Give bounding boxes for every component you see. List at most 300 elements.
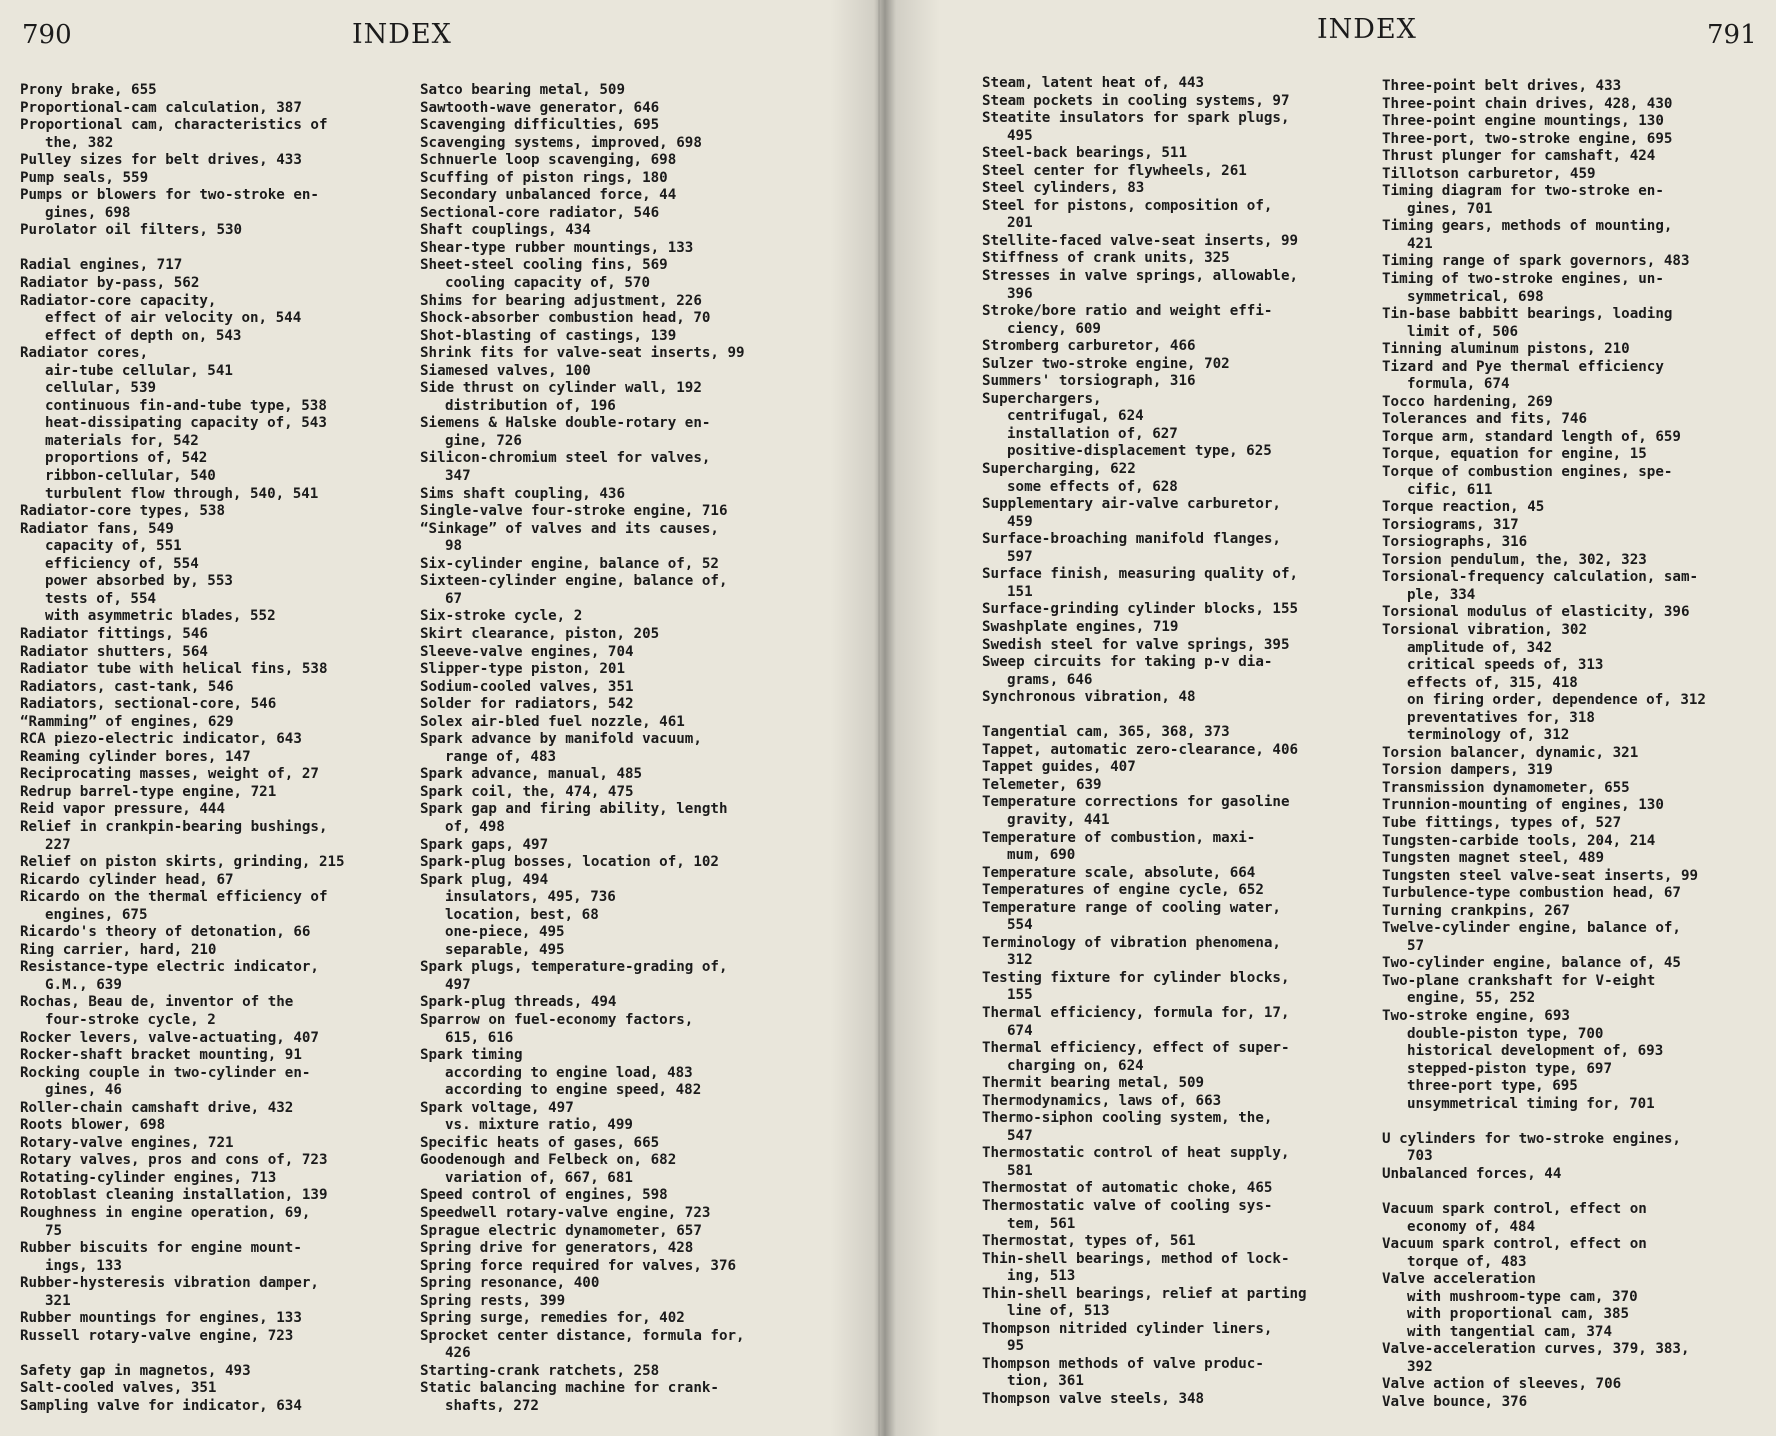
index-entry: Sheet-steel cooling fins, 569 <box>420 257 668 274</box>
index-entry: 615, 616 <box>445 1029 514 1046</box>
index-entry: separable, 495 <box>445 941 565 958</box>
index-entry: Sweep circuits for taking p-v dia- <box>982 654 1273 671</box>
index-entry: Sodium-cooled valves, 351 <box>420 678 634 695</box>
index-entry: Two-stroke engine, 693 <box>1382 1007 1570 1024</box>
index-entry: Spring resonance, 400 <box>420 1275 600 1292</box>
index-entry: Steam pockets in cooling systems, 97 <box>982 92 1290 109</box>
index-entry: Torque of combustion engines, spe- <box>1382 464 1673 481</box>
index-entry: Temperature of combustion, maxi- <box>982 829 1256 846</box>
index-entry: 426 <box>445 1345 471 1362</box>
index-entry: engine, 55, 252 <box>1407 990 1536 1007</box>
index-entry: Three-port, two-stroke engine, 695 <box>1382 130 1673 147</box>
index-entry: 98 <box>445 538 463 555</box>
index-entry: Static balancing machine for crank- <box>420 1380 719 1397</box>
index-entry: 703 <box>1407 1148 1433 1165</box>
index-entry: Scuffing of piston rings, 180 <box>420 169 668 186</box>
index-entry: Speedwell rotary-valve engine, 723 <box>420 1205 711 1221</box>
index-entry: Tolerances and fits, 746 <box>1382 411 1587 428</box>
index-entry: 396 <box>1007 285 1033 302</box>
index-entry: Satco bearing metal, 509 <box>420 82 625 98</box>
index-entry: Prony brake, 655 <box>20 82 157 98</box>
index-entry: Radiator by-pass, 562 <box>20 275 200 292</box>
index-entry: Radiator shutters, 564 <box>20 643 208 660</box>
index-entry: Radiator tube with helical fins, 538 <box>20 661 328 678</box>
index-entry: Siamesed valves, 100 <box>420 362 591 379</box>
index-entry: 597 <box>1007 548 1033 565</box>
index-entry: Rotoblast cleaning installation, 139 <box>20 1187 328 1204</box>
index-entry: Reciprocating masses, weight of, 27 <box>20 766 319 783</box>
index-entry: 67 <box>445 590 463 607</box>
index-entry: Steel center for flywheels, 261 <box>982 162 1247 179</box>
index-entry: gines, 698 <box>45 204 131 221</box>
index-entry: Superchargers, <box>982 390 1102 407</box>
index-entry: Timing range of spark governors, 483 <box>1382 253 1690 270</box>
index-entry: line of, 513 <box>1007 1303 1110 1320</box>
index-entry: Side thrust on cylinder wall, 192 <box>420 380 702 397</box>
index-entry: Steel-back bearings, 511 <box>982 145 1187 162</box>
index-entry: ing, 513 <box>1007 1268 1076 1285</box>
index-entry: Thermostat of automatic choke, 465 <box>982 1180 1273 1197</box>
index-entry: Thermostat, types of, 561 <box>982 1233 1196 1250</box>
index-entry: Thrust plunger for camshaft, 424 <box>1382 148 1656 165</box>
index-entry: Spark advance, manual, 485 <box>420 766 643 783</box>
index-entry: 201 <box>1007 215 1033 232</box>
index-entry: Spark voltage, 497 <box>420 1099 574 1116</box>
index-entry: Two-cylinder engine, balance of, 45 <box>1382 955 1681 972</box>
index-entry: Thompson methods of valve produc- <box>982 1355 1264 1372</box>
index-entry: Six-cylinder engine, balance of, 52 <box>420 555 719 572</box>
index-entry: with proportional cam, 385 <box>1407 1306 1630 1323</box>
index-entry: ple, 334 <box>1407 586 1476 603</box>
running-head: INDEX <box>352 19 452 50</box>
index-entry: Radiator cores, <box>20 345 149 362</box>
index-entry: limit of, 506 <box>1407 323 1519 340</box>
index-entry: Reid vapor pressure, 444 <box>20 801 225 818</box>
index-entry: Temperature scale, absolute, 664 <box>982 864 1256 881</box>
index-entry: 347 <box>445 468 471 485</box>
index-entry: Pumps or blowers for two-stroke en- <box>20 187 319 204</box>
index-entry: 674 <box>1007 1022 1033 1039</box>
index-entry: Synchronous vibration, 48 <box>982 689 1196 706</box>
index-entry: Turning crankpins, 267 <box>1382 902 1570 919</box>
index-entry: Torque reaction, 45 <box>1382 499 1545 516</box>
index-entry: Tizard and Pye thermal efficiency <box>1382 358 1664 375</box>
running-head: INDEX <box>1317 14 1417 45</box>
index-entry: 321 <box>45 1292 71 1309</box>
index-entry: Spark gap and firing ability, length <box>420 801 728 818</box>
page-number: 790 <box>22 20 72 50</box>
index-entry: Roots blower, 698 <box>20 1117 166 1134</box>
index-entry: Thermo-siphon cooling system, the, <box>982 1110 1273 1127</box>
index-entry: Safety gap in magnetos, 493 <box>20 1362 251 1379</box>
index-entry: Steam, latent heat of, 443 <box>982 75 1205 91</box>
index-entry: Slipper-type piston, 201 <box>420 661 625 678</box>
index-entry: engines, 675 <box>45 906 148 923</box>
index-entry: amplitude of, 342 <box>1407 639 1553 656</box>
index-entry: Silicon-chromium steel for valves, <box>420 450 711 467</box>
index-entry: Thin-shell bearings, relief at parting <box>982 1285 1307 1302</box>
index-entry: Spark-plug bosses, location of, 102 <box>420 854 719 871</box>
index-entry: Proportional cam, characteristics of <box>20 117 328 134</box>
index-entry: torque of, 483 <box>1407 1253 1527 1270</box>
index-entry: Skirt clearance, piston, 205 <box>420 625 660 642</box>
index-entry: Sulzer two-stroke engine, 702 <box>982 355 1230 372</box>
index-entry: Sectional-core radiator, 546 <box>420 204 660 221</box>
index-entry: Rocker levers, valve-actuating, 407 <box>20 1029 319 1046</box>
index-entry: Shrink fits for valve-seat inserts, 99 <box>420 345 745 362</box>
index-entry: continuous fin-and-tube type, 538 <box>45 397 327 414</box>
index-entry: Testing fixture for cylinder blocks, <box>982 969 1290 986</box>
index-entry: proportions of, 542 <box>45 450 208 467</box>
index-entry: Spark plugs, temperature-grading of, <box>420 959 728 976</box>
index-entry: Starting-crank ratchets, 258 <box>420 1362 660 1379</box>
index-entry: Thompson valve steels, 348 <box>982 1391 1205 1408</box>
index-entry: Three-point engine mountings, 130 <box>1382 113 1664 130</box>
index-entry: economy of, 484 <box>1407 1218 1536 1235</box>
index-entry: Rubber mountings for engines, 133 <box>20 1310 302 1327</box>
index-entry: Shaft couplings, 434 <box>420 222 591 239</box>
index-entry: Thermal efficiency, formula for, 17, <box>982 1004 1290 1021</box>
index-column <box>20 82 415 1416</box>
index-entry: Shot-blasting of castings, 139 <box>420 327 677 344</box>
index-entry: effect of depth on, 543 <box>45 327 242 344</box>
index-entry: power absorbed by, 553 <box>45 573 233 590</box>
page-number: 791 <box>1707 20 1757 50</box>
index-entry: capacity of, 551 <box>45 538 182 555</box>
index-entry: Thermostatic valve of cooling sys- <box>982 1198 1273 1214</box>
index-entry: Spring drive for generators, 428 <box>420 1240 694 1257</box>
index-entry: Reaming cylinder bores, 147 <box>20 748 251 765</box>
index-entry: 392 <box>1407 1358 1433 1375</box>
index-entry: Spark coil, the, 474, 475 <box>420 783 634 800</box>
index-entry: Sprague electric dynamometer, 657 <box>420 1222 702 1239</box>
index-entry: Thermodynamics, laws of, 663 <box>982 1092 1222 1109</box>
index-entry: historical development of, 693 <box>1407 1043 1664 1060</box>
index-entry: U cylinders for two-stroke engines, <box>1382 1130 1681 1147</box>
index-entry: Valve-acceleration curves, 379, 383, <box>1382 1341 1690 1358</box>
index-entry: “Ramming” of engines, 629 <box>20 713 234 730</box>
index-entry: Torsiographs, 316 <box>1382 534 1528 551</box>
index-entry: Temperature corrections for gasoline <box>982 794 1290 811</box>
index-entry: Torsional modulus of elasticity, 396 <box>1382 604 1690 621</box>
index-entry: Torsional-frequency calculation, sam- <box>1382 569 1699 586</box>
left-page <box>0 0 878 1436</box>
index-entry: insulators, 495, 736 <box>445 889 616 906</box>
index-entry: 581 <box>1007 1162 1033 1179</box>
index-entry: Swedish steel for valve springs, 395 <box>982 636 1290 653</box>
index-entry: shafts, 272 <box>445 1398 539 1415</box>
index-entry: Radiator-core types, 538 <box>20 503 225 520</box>
index-entry: Radial engines, 717 <box>20 257 183 274</box>
index-entry: according to engine speed, 482 <box>445 1082 702 1099</box>
index-entry: Shims for bearing adjustment, 226 <box>420 292 702 309</box>
index-entry: Valve acceleration <box>1382 1271 1536 1288</box>
index-entry: Goodenough and Felbeck on, 682 <box>420 1152 677 1169</box>
index-entry: Timing diagram for two-stroke en- <box>1382 183 1664 200</box>
index-entry: 459 <box>1007 513 1033 530</box>
index-entry: Three-point chain drives, 428, 430 <box>1382 95 1673 112</box>
index-entry: Two-plane crankshaft for V-eight <box>1382 972 1656 989</box>
index-entry: Spark gaps, 497 <box>420 836 549 853</box>
index-entry: Spark plug, 494 <box>420 871 549 888</box>
index-entry: efficiency of, 554 <box>45 555 199 572</box>
index-entry: turbulent flow through, 540, 541 <box>45 485 319 502</box>
index-entry: tests of, 554 <box>45 590 157 607</box>
index-entry: effect of air velocity on, 544 <box>45 310 302 327</box>
index-entry: materials for, 542 <box>45 432 199 449</box>
index-gap <box>20 1345 415 1363</box>
index-entry: four-stroke cycle, 2 <box>45 1011 216 1028</box>
index-entry: of, 498 <box>445 818 505 835</box>
index-entry: gines, 46 <box>45 1082 122 1099</box>
index-entry: Steel for pistons, composition of, <box>982 197 1273 214</box>
index-entry: Transmission dynamometer, 655 <box>1382 779 1630 796</box>
index-entry: Tinning aluminum pistons, 210 <box>1382 341 1630 358</box>
index-entry: Sparrow on fuel-economy factors, <box>420 1011 694 1028</box>
index-entry: Radiator-core capacity, <box>20 292 217 309</box>
index-entry: Surface finish, measuring quality of, <box>982 566 1299 583</box>
index-entry: 554 <box>1007 917 1033 934</box>
index-entry: Rocking couple in two-cylinder en- <box>20 1064 311 1081</box>
index-entry: Rubber biscuits for engine mount- <box>20 1240 302 1257</box>
index-entry: Ricardo cylinder head, 67 <box>20 871 234 888</box>
index-entry: Tube fittings, types of, 527 <box>1382 814 1622 831</box>
index-entry: cellular, 539 <box>45 380 157 397</box>
index-entry: unsymmetrical timing for, 701 <box>1407 1095 1655 1112</box>
index-entry: Tillotson carburetor, 459 <box>1382 165 1596 182</box>
index-entry: Shock-absorber combustion head, 70 <box>420 310 711 327</box>
index-entry: Solex air-bled fuel nozzle, 461 <box>420 713 685 730</box>
index-entry: terminology of, 312 <box>1407 727 1570 744</box>
index-entry: Rotating-cylinder engines, 713 <box>20 1169 277 1186</box>
index-column <box>982 75 1377 1409</box>
index-entry: Supplementary air-valve carburetor, <box>982 496 1281 513</box>
index-entry: “Sinkage” of valves and its causes, <box>420 520 719 537</box>
index-entry: with asymmetric blades, 552 <box>45 608 276 625</box>
index-entry: 57 <box>1407 937 1425 954</box>
index-entry: Scavenging difficulties, 695 <box>420 117 660 134</box>
index-entry: Siemens & Halske double-rotary en- <box>420 415 711 432</box>
index-gap <box>20 240 415 258</box>
index-entry: Timing gears, methods of mounting, <box>1382 218 1673 235</box>
index-entry: Rubber-hysteresis vibration damper, <box>20 1275 319 1292</box>
index-entry: Three-point belt drives, 433 <box>1382 78 1622 94</box>
index-entry: centrifugal, 624 <box>1007 408 1144 425</box>
index-entry: Speed control of engines, 598 <box>420 1187 668 1204</box>
index-entry: Terminology of vibration phenomena, <box>982 934 1281 951</box>
index-entry: Radiators, cast-tank, 546 <box>20 678 234 695</box>
index-entry: Torsion dampers, 319 <box>1382 762 1553 779</box>
index-entry: Torsion balancer, dynamic, 321 <box>1382 744 1639 761</box>
index-entry: Tungsten-carbide tools, 204, 214 <box>1382 832 1656 849</box>
index-entry: according to engine load, 483 <box>445 1064 693 1081</box>
index-entry: Swashplate engines, 719 <box>982 618 1179 635</box>
index-entry: 155 <box>1007 987 1033 1004</box>
index-entry: 75 <box>45 1222 63 1239</box>
index-entry: Valve bounce, 376 <box>1382 1394 1528 1411</box>
index-entry: Rotary valves, pros and cons of, 723 <box>20 1152 328 1169</box>
index-entry: Single-valve four-stroke engine, 716 <box>420 503 728 520</box>
index-entry: symmetrical, 698 <box>1407 288 1544 305</box>
index-entry: gine, 726 <box>445 432 522 449</box>
index-entry: Resistance-type electric indicator, <box>20 959 319 976</box>
index-entry: Steel cylinders, 83 <box>982 180 1145 197</box>
index-entry: Thermostatic control of heat supply, <box>982 1145 1290 1162</box>
index-entry: with mushroom-type cam, 370 <box>1407 1288 1638 1305</box>
index-gap <box>1382 1183 1776 1201</box>
index-entry: installation of, 627 <box>1007 425 1178 442</box>
index-entry: Sampling valve for indicator, 634 <box>20 1398 302 1415</box>
index-entry: Redrup barrel-type engine, 721 <box>20 783 277 800</box>
index-entry: some effects of, 628 <box>1007 478 1178 495</box>
index-entry: Sixteen-cylinder engine, balance of, <box>420 573 728 590</box>
index-entry: Thompson nitrided cylinder liners, <box>982 1320 1273 1337</box>
index-entry: Sleeve-valve engines, 704 <box>420 643 634 660</box>
index-entry: ings, 133 <box>45 1257 122 1274</box>
index-entry: Solder for radiators, 542 <box>420 696 634 713</box>
index-column <box>420 82 815 1416</box>
index-entry: Stroke/bore ratio and weight effi- <box>982 303 1273 320</box>
index-entry: Valve action of sleeves, 706 <box>1382 1376 1622 1393</box>
index-entry: distribution of, 196 <box>445 397 616 414</box>
index-entry: Thin-shell bearings, method of lock- <box>982 1250 1290 1267</box>
index-entry: Pump seals, 559 <box>20 169 149 186</box>
index-entry: the, 382 <box>45 134 114 151</box>
index-entry: Surface-grinding cylinder blocks, 155 <box>982 601 1299 618</box>
index-entry: three-port type, 695 <box>1407 1078 1578 1095</box>
index-entry: Stiffness of crank units, 325 <box>982 250 1230 267</box>
index-entry: 495 <box>1007 127 1033 144</box>
index-entry: Sprocket center distance, formula for, <box>420 1327 745 1344</box>
index-entry: Spark timing <box>420 1047 523 1064</box>
index-entry: Temperature range of cooling water, <box>982 899 1281 916</box>
index-entry: Timing of two-stroke engines, un- <box>1382 271 1664 288</box>
index-entry: Ricardo on the thermal efficiency of <box>20 889 328 906</box>
index-entry: Tangential cam, 365, 368, 373 <box>982 724 1230 741</box>
index-entry: Russell rotary-valve engine, 723 <box>20 1327 294 1344</box>
index-entry: 421 <box>1407 235 1433 252</box>
index-entry: Spark advance by manifold vacuum, <box>420 731 702 748</box>
index-entry: Twelve-cylinder engine, balance of, <box>1382 920 1681 937</box>
index-column <box>1382 78 1776 1412</box>
index-entry: Radiators, sectional-core, 546 <box>20 696 277 713</box>
index-entry: ciency, 609 <box>1007 320 1101 337</box>
index-entry: Tungsten steel valve-seat inserts, 99 <box>1382 867 1699 884</box>
index-entry: Scavenging systems, improved, 698 <box>420 134 702 151</box>
index-entry: Stellite-faced valve-seat inserts, 99 <box>982 232 1299 249</box>
index-entry: one-piece, 495 <box>445 924 565 941</box>
index-entry: Rotary-valve engines, 721 <box>20 1134 234 1151</box>
index-entry: Ricardo's theory of detonation, 66 <box>20 924 311 941</box>
index-entry: vs. mixture ratio, 499 <box>445 1117 633 1134</box>
index-entry: Stromberg carburetor, 466 <box>982 338 1196 355</box>
index-entry: Schnuerle loop scavenging, 698 <box>420 152 677 169</box>
index-entry: charging on, 624 <box>1007 1057 1144 1074</box>
index-entry: Tappet guides, 407 <box>982 759 1136 776</box>
index-entry: RCA piezo-electric indicator, 643 <box>20 731 302 748</box>
index-entry: Unbalanced forces, 44 <box>1382 1165 1562 1182</box>
index-entry: Vacuum spark control, effect on <box>1382 1236 1647 1253</box>
index-entry: stepped-piston type, 697 <box>1407 1060 1612 1077</box>
index-entry: Radiator fittings, 546 <box>20 625 208 642</box>
index-entry: Torsional vibration, 302 <box>1382 621 1587 638</box>
index-entry: Pulley sizes for belt drives, 433 <box>20 152 302 169</box>
index-entry: Tappet, automatic zero-clearance, 406 <box>982 741 1299 758</box>
index-entry: 547 <box>1007 1127 1033 1144</box>
index-entry: Torsiograms, 317 <box>1382 516 1519 533</box>
index-entry: Vacuum spark control, effect on <box>1382 1201 1647 1217</box>
index-entry: Purolator oil filters, 530 <box>20 222 243 239</box>
index-entry: Steatite insulators for spark plugs, <box>982 110 1290 127</box>
index-entry: double-piston type, 700 <box>1407 1025 1604 1042</box>
index-entry: grams, 646 <box>1007 671 1093 688</box>
index-entry: Telemeter, 639 <box>982 776 1102 793</box>
index-entry: Supercharging, 622 <box>982 461 1136 478</box>
index-entry: Thermal efficiency, effect of super- <box>982 1040 1290 1057</box>
index-entry: Rochas, Beau de, inventor of the <box>20 994 294 1011</box>
index-entry: air-tube cellular, 541 <box>45 362 233 379</box>
index-entry: formula, 674 <box>1407 376 1510 393</box>
index-entry: Surface-broaching manifold flanges, <box>982 531 1281 548</box>
index-entry: on firing order, dependence of, 312 <box>1407 692 1706 709</box>
index-entry: Spring surge, remedies for, 402 <box>420 1310 685 1327</box>
index-entry: Tungsten magnet steel, 489 <box>1382 850 1605 867</box>
index-entry: Rocker-shaft bracket mounting, 91 <box>20 1047 302 1064</box>
index-entry: heat-dissipating capacity of, 543 <box>45 415 327 432</box>
index-entry: Torsion pendulum, the, 302, 323 <box>1382 551 1647 568</box>
index-entry: Spark-plug threads, 494 <box>420 994 617 1011</box>
index-entry: cooling capacity of, 570 <box>445 275 650 292</box>
index-entry: G.M., 639 <box>45 976 122 993</box>
index-entry: Torque, equation for engine, 15 <box>1382 446 1647 463</box>
index-entry: mum, 690 <box>1007 847 1076 864</box>
index-entry: Relief on piston skirts, grinding, 215 <box>20 854 345 871</box>
index-entry: Stresses in valve springs, allowable, <box>982 268 1299 285</box>
index-entry: Ring carrier, hard, 210 <box>20 941 217 958</box>
index-gap <box>1382 1113 1776 1131</box>
index-entry: 227 <box>45 836 71 853</box>
index-entry: Trunnion-mounting of engines, 130 <box>1382 797 1664 814</box>
index-entry: Shear-type rubber mountings, 133 <box>420 239 694 256</box>
index-entry: Tin-base babbitt bearings, loading <box>1382 306 1673 323</box>
right-page <box>880 0 1776 1436</box>
index-entry: cific, 611 <box>1407 481 1493 498</box>
index-entry: critical speeds of, 313 <box>1407 657 1604 674</box>
index-entry: 151 <box>1007 583 1033 600</box>
index-entry: positive-displacement type, 625 <box>1007 443 1272 460</box>
index-entry: tion, 361 <box>1007 1373 1084 1390</box>
index-entry: Sims shaft coupling, 436 <box>420 485 625 502</box>
index-entry: 497 <box>445 976 471 993</box>
index-entry: Secondary unbalanced force, 44 <box>420 187 677 204</box>
index-entry: Torque arm, standard length of, 659 <box>1382 428 1681 445</box>
index-entry: Six-stroke cycle, 2 <box>420 608 583 625</box>
index-entry: with tangential cam, 374 <box>1407 1323 1612 1340</box>
index-entry: variation of, 667, 681 <box>445 1169 633 1186</box>
index-entry: Spring rests, 399 <box>420 1292 566 1309</box>
index-entry: gines, 701 <box>1407 200 1493 217</box>
index-entry: Relief in crankpin-bearing bushings, <box>20 818 328 835</box>
index-entry: Turbulence-type combustion head, 67 <box>1382 885 1681 902</box>
index-entry: Tocco hardening, 269 <box>1382 393 1553 410</box>
index-entry: Sawtooth-wave generator, 646 <box>420 99 660 116</box>
index-entry: Salt-cooled valves, 351 <box>20 1380 217 1397</box>
index-entry: effects of, 315, 418 <box>1407 674 1578 691</box>
index-entry: ribbon-cellular, 540 <box>45 468 216 485</box>
index-entry: Roller-chain camshaft drive, 432 <box>20 1099 294 1116</box>
index-entry: gravity, 441 <box>1007 811 1110 828</box>
index-entry: 312 <box>1007 952 1033 969</box>
